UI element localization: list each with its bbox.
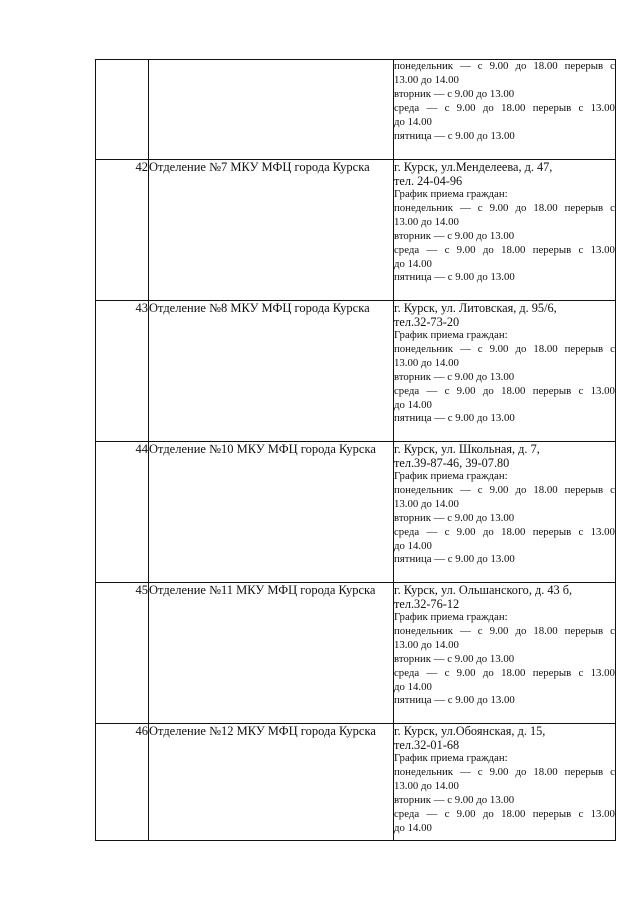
office-phone: тел.32-01-68 <box>394 738 460 752</box>
schedule-tuesday: вторник — с 9.00 до 13.00 <box>394 370 515 383</box>
schedule-word: до <box>515 342 527 355</box>
schedule-word: с <box>578 384 584 397</box>
schedule-monday-break: 13.00 до 14.00 <box>394 638 459 651</box>
schedule-word: перерыв <box>564 60 604 72</box>
schedule-monday-break: 13.00 до 14.00 <box>394 215 459 228</box>
table-row <box>96 724 616 841</box>
schedule-wednesday <box>394 526 615 540</box>
schedule-word: с <box>610 60 615 72</box>
schedule-word: 18.00 <box>501 807 526 820</box>
schedule-word: 13.00 <box>590 243 615 256</box>
schedule-word: перерыв <box>532 807 572 820</box>
row-number: 45 <box>96 583 149 724</box>
schedule-word: до <box>482 101 494 114</box>
schedule-word: 9.00 <box>456 525 476 538</box>
schedule-word: — <box>426 525 438 538</box>
schedule-title: График приема граждан: <box>394 188 508 200</box>
schedule-tuesday: вторник — с 9.00 до 13.00 <box>394 652 515 665</box>
office-phone: тел. 24-04-96 <box>394 174 463 188</box>
schedule-word: с <box>477 624 483 637</box>
schedule-monday <box>394 60 615 74</box>
schedule-word: среда <box>394 666 420 679</box>
schedule-friday: пятница — с 9.00 до 13.00 <box>394 553 515 566</box>
schedule-word: понедельник <box>394 483 454 496</box>
schedule-word: с <box>610 483 615 496</box>
schedule-word: до <box>482 384 494 397</box>
table-row <box>96 301 616 442</box>
schedule-word: 18.00 <box>533 60 558 72</box>
schedule-tuesday: вторник — с 9.00 до 13.00 <box>394 793 515 806</box>
schedule-word: среда <box>394 243 420 256</box>
schedule-title: График приема граждан: <box>394 752 508 764</box>
schedule-tuesday: вторник — с 9.00 до 13.00 <box>394 229 515 242</box>
schedule-word: с <box>477 765 483 778</box>
office-name: Отделение №8 МКУ МФЦ города Курска <box>149 301 394 442</box>
office-address: г. Курск, ул. Школьная, д. 7, <box>394 442 540 456</box>
schedule-wednesday <box>394 244 615 258</box>
schedule-word: с <box>578 525 584 538</box>
schedule-word: 9.00 <box>489 201 509 214</box>
schedule-monday-break: 13.00 до 14.00 <box>394 779 459 792</box>
schedule-word: — <box>460 60 471 72</box>
schedule-title: График приема граждан: <box>394 329 508 341</box>
schedule-word: — <box>426 243 438 256</box>
schedule-word: с <box>477 342 483 355</box>
schedule-tuesday: вторник — с 9.00 до 13.00 <box>394 511 515 524</box>
office-address: г. Курск, ул. Ольшанского, д. 43 б, <box>394 583 573 597</box>
schedule-word: до <box>482 807 494 820</box>
office-phone: тел.32-76-12 <box>394 597 460 611</box>
schedule-word: с <box>578 243 584 256</box>
schedule-monday-break: 13.00 до 14.00 <box>394 73 459 86</box>
schedule-word: до <box>482 666 494 679</box>
schedule-wednesday-break: до 14.00 <box>394 821 432 834</box>
office-address: г. Курск, ул.Менделеева, д. 47, <box>394 160 553 174</box>
schedule-wednesday-break: до 14.00 <box>394 680 432 693</box>
schedule-word: понедельник <box>394 342 454 355</box>
schedule-word: перерыв <box>532 384 572 397</box>
schedule-word: 18.00 <box>533 483 558 496</box>
schedule-wednesday-break: до 14.00 <box>394 539 432 552</box>
office-name: Отделение №12 МКУ МФЦ города Курска <box>149 724 394 841</box>
schedule-word: 18.00 <box>533 342 558 355</box>
schedule-word: с <box>578 101 584 114</box>
office-info <box>394 160 616 301</box>
schedule-word: с <box>444 384 450 397</box>
schedule-word: 13.00 <box>590 384 615 397</box>
schedule-word: 18.00 <box>533 624 558 637</box>
schedule-word: понедельник <box>394 624 454 637</box>
schedule-word: 13.00 <box>590 807 615 820</box>
schedule-word: 13.00 <box>590 101 615 114</box>
schedule-word: до <box>482 525 494 538</box>
office-address: г. Курск, ул. Литовская, д. 95/6, <box>394 301 557 315</box>
schedule-wednesday-break: до 14.00 <box>394 257 432 270</box>
schedule-word: 18.00 <box>501 243 526 256</box>
row-number: 42 <box>96 160 149 301</box>
schedule-word: среда <box>394 525 420 538</box>
schedule-tuesday: вторник — с 9.00 до 13.00 <box>394 87 515 100</box>
offices-table-body <box>96 60 616 841</box>
schedule-word: среда <box>394 101 420 114</box>
schedule-word: понедельник <box>394 201 454 214</box>
schedule-word: перерыв <box>564 483 604 496</box>
schedule-word: перерыв <box>532 243 572 256</box>
table-row <box>96 583 616 724</box>
schedule-word: 9.00 <box>489 60 509 72</box>
office-info <box>394 60 616 160</box>
office-name: Отделение №10 МКУ МФЦ города Курска <box>149 442 394 583</box>
schedule-word: — <box>426 384 438 397</box>
schedule-wednesday-break: до 14.00 <box>394 398 432 411</box>
schedule-word: 18.00 <box>533 201 558 214</box>
schedule-word: с <box>610 342 615 355</box>
schedule-wednesday <box>394 667 615 681</box>
schedule-word: — <box>460 765 471 778</box>
schedule-word: 18.00 <box>533 765 558 778</box>
schedule-word: 18.00 <box>501 525 526 538</box>
schedule-title: График приема граждан: <box>394 470 508 482</box>
schedule-word: с <box>610 624 615 637</box>
schedule-word: — <box>460 483 471 496</box>
schedule-word: перерыв <box>564 201 604 214</box>
schedule-word: перерыв <box>532 101 572 114</box>
office-info <box>394 442 616 583</box>
schedule-word: 13.00 <box>590 525 615 538</box>
schedule-word: 9.00 <box>456 243 476 256</box>
schedule-monday <box>394 343 615 357</box>
schedule-word: 13.00 <box>590 666 615 679</box>
schedule-word: — <box>426 666 438 679</box>
schedule-word: с <box>477 60 483 72</box>
schedule-friday: пятница — с 9.00 до 13.00 <box>394 694 515 707</box>
schedule-friday: пятница — с 9.00 до 13.00 <box>394 412 515 425</box>
schedule-word: с <box>610 765 615 778</box>
schedule-word: — <box>460 624 471 637</box>
table-row <box>96 442 616 583</box>
schedule-word: — <box>460 342 471 355</box>
schedule-monday <box>394 484 615 498</box>
schedule-word: — <box>426 807 438 820</box>
schedule-wednesday <box>394 102 615 116</box>
schedule-word: 9.00 <box>489 765 509 778</box>
schedule-word: 18.00 <box>501 384 526 397</box>
schedule-monday <box>394 625 615 639</box>
schedule-word: с <box>610 201 615 214</box>
schedule-word: с <box>444 243 450 256</box>
schedule-wednesday <box>394 385 615 399</box>
schedule-word: до <box>515 483 527 496</box>
schedule-word: 9.00 <box>489 483 509 496</box>
offices-table <box>95 59 616 841</box>
row-number: 43 <box>96 301 149 442</box>
schedule-word: среда <box>394 384 420 397</box>
schedule-wednesday <box>394 808 615 822</box>
table-row <box>96 60 616 160</box>
schedule-word: с <box>444 101 450 114</box>
schedule-word: 9.00 <box>456 666 476 679</box>
row-number <box>96 60 149 160</box>
schedule-word: 9.00 <box>489 624 509 637</box>
schedule-word: до <box>482 243 494 256</box>
schedule-monday-break: 13.00 до 14.00 <box>394 497 459 510</box>
schedule-wednesday-break: до 14.00 <box>394 115 432 128</box>
schedule-word: с <box>444 525 450 538</box>
row-number: 44 <box>96 442 149 583</box>
row-number: 46 <box>96 724 149 841</box>
schedule-word: с <box>578 666 584 679</box>
office-phone: тел.39-87-46, 39-07.80 <box>394 456 510 470</box>
schedule-word: 9.00 <box>456 384 476 397</box>
schedule-word: с <box>444 666 450 679</box>
schedule-word: — <box>460 201 471 214</box>
schedule-word: с <box>444 807 450 820</box>
schedule-monday-break: 13.00 до 14.00 <box>394 356 459 369</box>
schedule-word: с <box>578 807 584 820</box>
schedule-word: до <box>515 60 527 72</box>
schedule-word: перерыв <box>564 765 604 778</box>
schedule-word: 18.00 <box>501 101 526 114</box>
schedule-word: 9.00 <box>456 101 476 114</box>
schedule-word: до <box>515 201 527 214</box>
schedule-word: понедельник <box>394 765 454 778</box>
schedule-word: 9.00 <box>456 807 476 820</box>
office-address: г. Курск, ул.Обоянская, д. 15, <box>394 724 546 738</box>
schedule-word: 9.00 <box>489 342 509 355</box>
office-name <box>149 60 394 160</box>
office-name: Отделение №11 МКУ МФЦ города Курска <box>149 583 394 724</box>
office-phone: тел.32-73-20 <box>394 315 460 329</box>
schedule-monday <box>394 766 615 780</box>
office-info <box>394 724 616 841</box>
schedule-word: до <box>515 624 527 637</box>
office-info <box>394 583 616 724</box>
schedule-word: до <box>515 765 527 778</box>
office-info <box>394 301 616 442</box>
schedule-friday: пятница — с 9.00 до 13.00 <box>394 129 515 142</box>
schedule-word: перерыв <box>564 342 604 355</box>
office-name: Отделение №7 МКУ МФЦ города Курска <box>149 160 394 301</box>
schedule-word: с <box>477 483 483 496</box>
schedule-word: перерыв <box>532 666 572 679</box>
schedule-word: перерыв <box>532 525 572 538</box>
schedule-monday <box>394 202 615 216</box>
schedule-word: перерыв <box>564 624 604 637</box>
schedule-title: График приема граждан: <box>394 611 508 623</box>
table-row <box>96 160 616 301</box>
schedule-friday: пятница — с 9.00 до 13.00 <box>394 271 515 284</box>
schedule-word: понедельник <box>394 60 454 72</box>
schedule-word: 18.00 <box>501 666 526 679</box>
schedule-word: — <box>426 101 438 114</box>
schedule-word: среда <box>394 807 420 820</box>
schedule-word: с <box>477 201 483 214</box>
